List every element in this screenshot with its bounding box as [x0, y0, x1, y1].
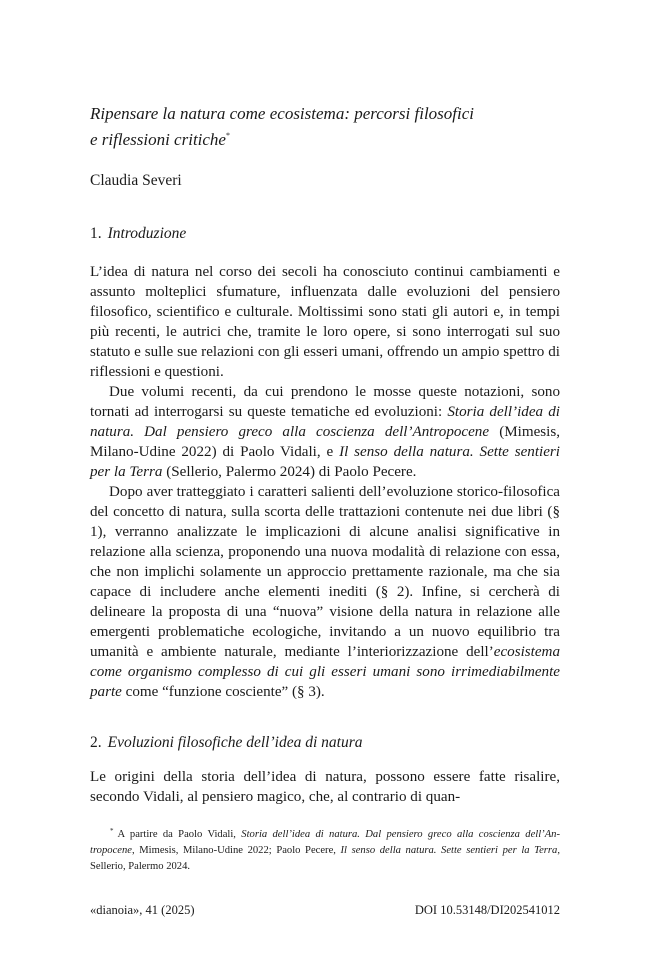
section-title: Evoluzioni filosofiche dell’idea di natura [107, 734, 363, 751]
paragraph-text: Dopo aver tratteggiato i caratteri salienti dell’evoluzione storico-filosofica del concetto di natura, sulla scorta delle trattazioni contenute nei due libri (§ 1), verranno analizzate le implicazioni di alcune analisi significative in relazione alla scienza, proponendo una nuova modalità di relazione con essa, che non implichi solamente un approccio prettamente razionale, ma che sia capace di includere anche elementi inediti (§ 2). Infine, si cercherà di delineare la proposta di una “nuova” visione della natura in relazione alle emergenti problematiche ecologiche, invitando a un nuovo equilibrio tra umanità e ambiente naturale, mediante l’interiorizzazione dell’ [90, 484, 560, 660]
doi[interactable]: DOI 10.53148/DI202541012 [414, 903, 560, 917]
introduction-body [90, 262, 560, 702]
italic-phrase: ecosistema come organismo complesso di cui gli esseri umani sono irrimediabilmente parte [90, 644, 560, 700]
footnote-text: , Mimesis, Milano-Udine 2022; Paolo Pecere, [131, 845, 341, 856]
section-number: 2. [90, 734, 102, 751]
footnote-book-title: Storia dell’idea di natura. Dal pensiero greco alla coscienza dell’Antropocene [90, 829, 560, 856]
paragraph-text: (Sellerio, Palermo 2024) di Paolo Pecere. [162, 464, 417, 480]
footnote-marker: * [110, 827, 114, 835]
paragraph: L’idea di natura nel corso dei secoli ha conosciuto continui cambiamenti e assunto molteplici sfumature, influenzata dalle evoluzioni del pensiero filosofico, scientifico e culturale. Moltissimi sono stati gli autori e, in tempi più recenti, le autrici che, tramite le loro opere, si sono interrogati sul suo statuto e sulle sue relazioni con gli esseri umani, offrendo un ampio spettro di riflessioni e questioni. [90, 264, 560, 380]
section-number: 1. [90, 225, 102, 242]
paragraph [90, 482, 560, 702]
author-name: Claudia Severi [90, 172, 182, 189]
section-2-body [90, 767, 560, 807]
footnote-text: A partire da Paolo Vidali, [117, 829, 242, 840]
section-title: Introduzione [107, 225, 187, 242]
footnote-book-title: Il senso della natura. Sette sentieri per la Terra [340, 845, 558, 856]
paragraph [90, 382, 560, 482]
paragraph-text: Due volumi recenti, da cui prendono le mosse queste notazioni, sono tornati ad interrogarsi su queste tematiche ed evoluzioni: [90, 384, 560, 420]
footnote [90, 823, 560, 875]
paragraph: Le origini della storia dell’idea di natura, possono essere fatte risalire, secondo Vidali, al pensiero magico, che, al contrario di quan- [90, 769, 560, 805]
title-footnote-marker[interactable]: * [225, 131, 230, 140]
section-heading-evoluzioni [90, 734, 362, 752]
book-title-pecere: Il senso della natura. Sette sentieri per la Terra [90, 444, 560, 480]
book-title-vidali: Storia dell’idea di natura. Dal pensiero greco alla coscienza dell’Antropocene [90, 404, 560, 440]
section-heading-introduzione [90, 225, 186, 243]
paragraph-text: come “funzione cosciente” (§ 3). [121, 684, 325, 700]
paragraph-text: (Mimesis, Milano-Udine 2022) di Paolo Vidali, e [90, 424, 560, 460]
title-line-1: Ripensare la natura come ecosistema: percorsi filosofici [90, 104, 475, 123]
footnote-text: , Sellerio, Palermo 2024. [90, 845, 560, 872]
title-line-2: e riflessioni critiche [90, 130, 226, 149]
journal-citation: «dianoia», 41 (2025) [90, 903, 195, 917]
article-title [90, 103, 560, 151]
